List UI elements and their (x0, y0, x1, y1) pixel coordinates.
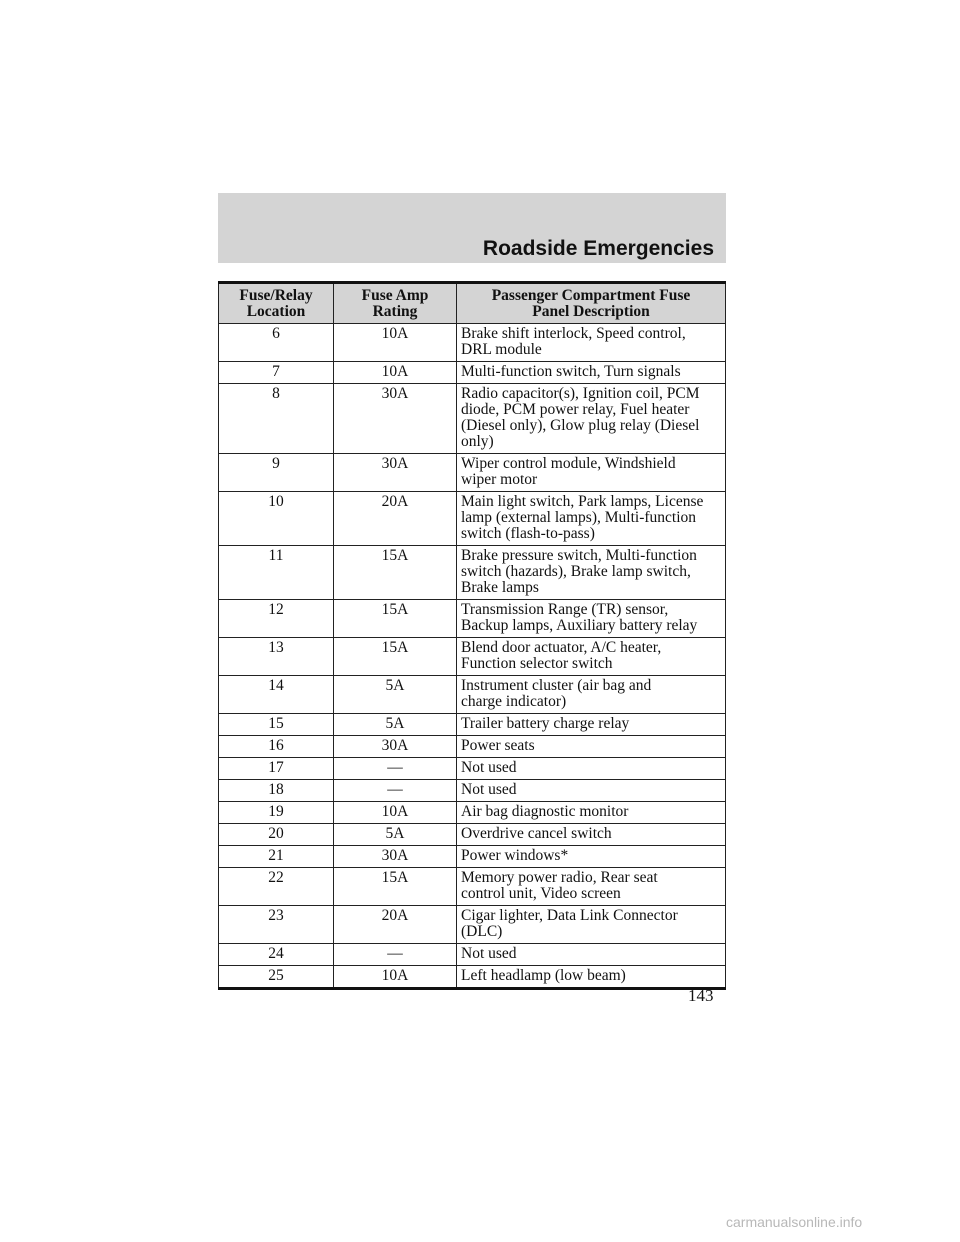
column-header-location-label: Fuse/Relay Location (239, 287, 313, 320)
fuse-location-cell: 19 (219, 802, 334, 824)
fuse-description-cell: Power seats (457, 736, 726, 758)
fuse-description-cell: Overdrive cancel switch (457, 824, 726, 846)
fuse-location-cell: 11 (219, 546, 334, 600)
table-row (219, 362, 726, 384)
table-row (219, 802, 726, 824)
table-row (219, 824, 726, 846)
fuse-description-cell: Power windows* (457, 846, 726, 868)
fuse-description-cell: Blend door actuator, A/C heater, Function selector switch (457, 638, 726, 676)
fuse-amp-cell: 5A (334, 676, 457, 714)
fuse-amp-cell: 30A (334, 454, 457, 492)
fuse-location-cell: 20 (219, 824, 334, 846)
table-row (219, 868, 726, 906)
fuse-amp-cell: — (334, 944, 457, 966)
fuse-location-cell: 12 (219, 600, 334, 638)
fuse-description-cell: Main light switch, Park lamps, License lamp (external lamps), Multi-function switch (flash-to-pass) (457, 492, 726, 546)
fuse-location-cell: 15 (219, 714, 334, 736)
table-row (219, 638, 726, 676)
fuse-amp-cell: — (334, 780, 457, 802)
fuse-location-cell: 24 (219, 944, 334, 966)
fuse-amp-cell: 30A (334, 384, 457, 454)
table-row (219, 966, 726, 989)
section-title: Roadside Emergencies (482, 237, 714, 260)
fuse-amp-cell: 20A (334, 906, 457, 944)
fuse-description-cell: Not used (457, 758, 726, 780)
fuse-amp-cell: 5A (334, 824, 457, 846)
table-row (219, 600, 726, 638)
fuse-amp-cell: — (334, 758, 457, 780)
table-row (219, 736, 726, 758)
fuse-location-cell: 8 (219, 384, 334, 454)
fuse-description-cell: Radio capacitor(s), Ignition coil, PCM diode, PCM power relay, Fuel heater (Diesel only), Glow plug relay (Diesel only) (457, 384, 726, 454)
fuse-description-cell: Brake pressure switch, Multi-function switch (hazards), Brake lamp switch, Brake lamps (457, 546, 726, 600)
fuse-location-cell: 10 (219, 492, 334, 546)
fuse-location-cell: 7 (219, 362, 334, 384)
fuse-description-cell: Memory power radio, Rear seat control unit, Video screen (457, 868, 726, 906)
fuse-amp-cell: 5A (334, 714, 457, 736)
fuse-amp-cell: 15A (334, 600, 457, 638)
fuse-amp-cell: 15A (334, 638, 457, 676)
fuse-description-cell: Multi-function switch, Turn signals (457, 362, 726, 384)
table-row (219, 492, 726, 546)
fuse-description-cell: Transmission Range (TR) sensor, Backup lamps, Auxiliary battery relay (457, 600, 726, 638)
fuse-location-cell: 13 (219, 638, 334, 676)
section-header (218, 193, 726, 263)
fuse-location-cell: 16 (219, 736, 334, 758)
table-row (219, 780, 726, 802)
fuse-amp-cell: 15A (334, 868, 457, 906)
table-row (219, 846, 726, 868)
fuse-description-cell: Left headlamp (low beam) (457, 966, 726, 989)
column-header-amp (334, 283, 457, 324)
fuse-location-cell: 22 (219, 868, 334, 906)
fuse-amp-cell: 30A (334, 846, 457, 868)
column-header-location (219, 283, 334, 324)
fuse-location-cell: 17 (219, 758, 334, 780)
fuse-description-cell: Not used (457, 944, 726, 966)
fuse-amp-cell: 10A (334, 802, 457, 824)
fuse-location-cell: 6 (219, 324, 334, 362)
fuse-location-cell: 23 (219, 906, 334, 944)
table-row (219, 454, 726, 492)
fuse-description-cell: Brake shift interlock, Speed control, DRL module (457, 324, 726, 362)
watermark: carmanualsonline.info (726, 1214, 863, 1230)
fuse-description-cell: Not used (457, 780, 726, 802)
table-row (219, 758, 726, 780)
fuse-amp-cell: 30A (334, 736, 457, 758)
fuse-location-cell: 14 (219, 676, 334, 714)
table-row (219, 546, 726, 600)
table-row (219, 714, 726, 736)
table-body (219, 324, 726, 989)
table-row (219, 384, 726, 454)
fuse-table (218, 281, 726, 990)
page-number: 143 (688, 986, 714, 1005)
fuse-description-cell: Trailer battery charge relay (457, 714, 726, 736)
table-row (219, 324, 726, 362)
fuse-amp-cell: 20A (334, 492, 457, 546)
fuse-description-cell: Air bag diagnostic monitor (457, 802, 726, 824)
column-header-description (457, 283, 726, 324)
table-row (219, 944, 726, 966)
fuse-amp-cell: 10A (334, 966, 457, 989)
column-header-amp-label: Fuse Amp Rating (361, 287, 429, 320)
fuse-location-cell: 25 (219, 966, 334, 989)
table-header-row (219, 283, 726, 324)
table-row (219, 676, 726, 714)
table-row (219, 906, 726, 944)
fuse-description-cell: Wiper control module, Windshield wiper motor (457, 454, 726, 492)
fuse-location-cell: 18 (219, 780, 334, 802)
fuse-amp-cell: 15A (334, 546, 457, 600)
fuse-description-cell: Cigar lighter, Data Link Connector (DLC) (457, 906, 726, 944)
fuse-location-cell: 21 (219, 846, 334, 868)
column-header-description-label: Passenger Compartment Fuse Panel Description (491, 287, 691, 320)
fuse-amp-cell: 10A (334, 362, 457, 384)
fuse-location-cell: 9 (219, 454, 334, 492)
fuse-description-cell: Instrument cluster (air bag and charge indicator) (457, 676, 726, 714)
fuse-amp-cell: 10A (334, 324, 457, 362)
